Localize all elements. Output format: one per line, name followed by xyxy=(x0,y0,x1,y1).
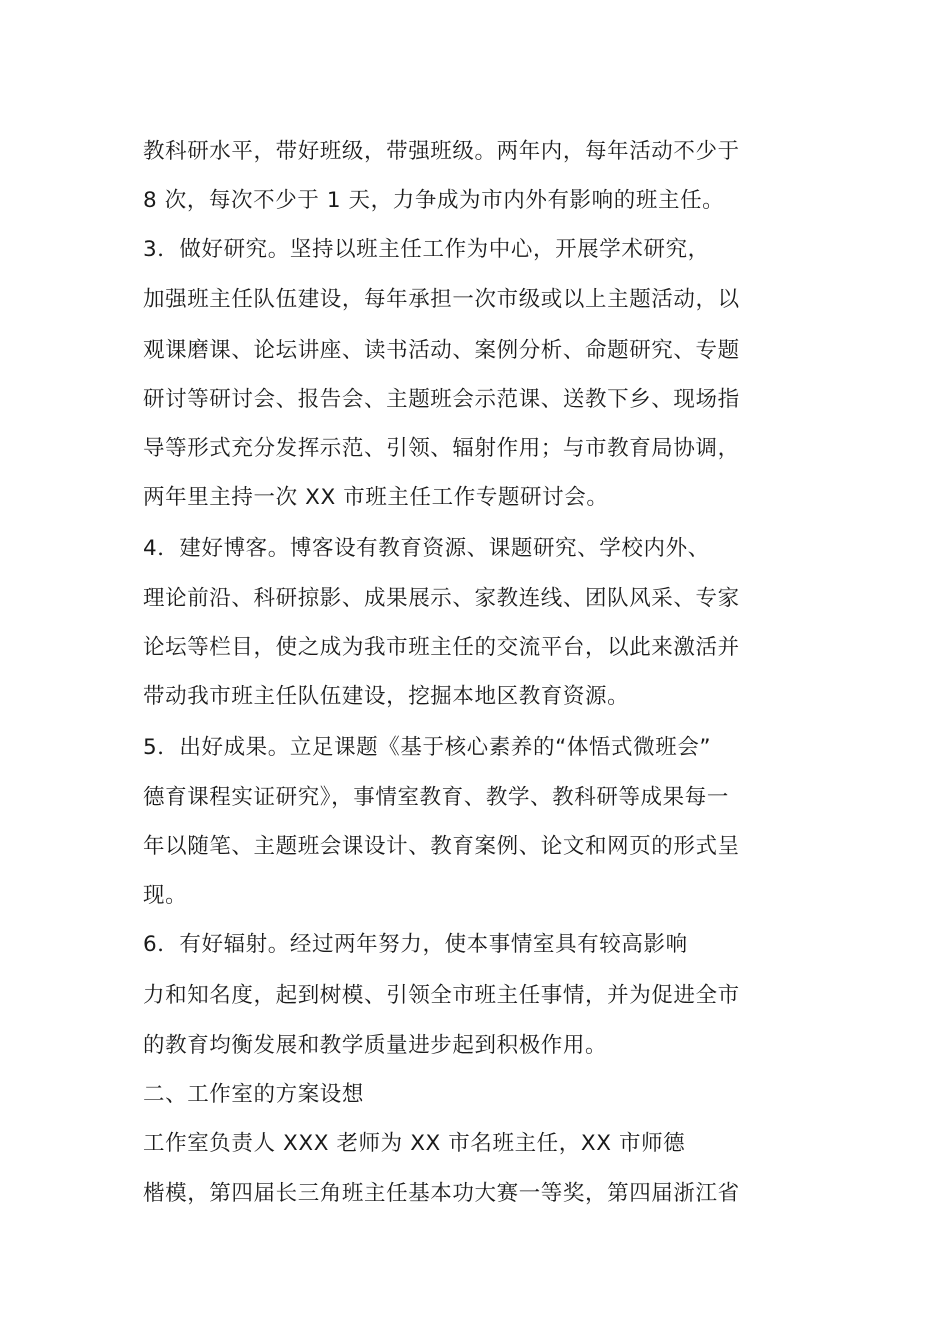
text-line: 论坛等栏目，使之成为我市班主任的交流平台，以此来激活并 xyxy=(143,635,740,660)
text-line: 两年里主持一次 XX 市班主任工作专题研讨会。 xyxy=(143,485,609,510)
text-line: 研讨等研讨会、报告会、主题班会示范课、送教下乡、现场指 xyxy=(143,387,740,412)
text-line: 观课磨课、论坛讲座、读书活动、案例分析、命题研究、专题 xyxy=(143,338,740,363)
text-line: 楷模，第四届长三角班主任基本功大赛一等奖，第四届浙江省 xyxy=(143,1181,740,1206)
text-line: 3．做好研究。坚持以班主任工作为中心，开展学术研究， xyxy=(143,237,710,262)
text-line: 年以随笔、主题班会课设计、教育案例、论文和网页的形式呈 xyxy=(143,834,740,859)
text-line: 带动我市班主任队伍建设，挖掘本地区教育资源。 xyxy=(143,684,630,709)
text-line: 力和知名度，起到树模、引领全市班主任事情，并为促进全市 xyxy=(143,983,740,1008)
text-line: 现。 xyxy=(143,883,188,908)
text-line: 4．建好博客。博客设有教育资源、课题研究、学校内外、 xyxy=(143,536,710,561)
section-heading: 二、工作室的方案设想 xyxy=(143,1082,365,1107)
text-line: 加强班主任队伍建设，每年承担一次市级或以上主题活动，以 xyxy=(143,287,740,312)
text-line: 工作室负责人 XXX 老师为 XX 市名班主任，XX 市师德 xyxy=(143,1131,686,1156)
text-line: 理论前沿、科研掠影、成果展示、家教连线、团队风采、专家 xyxy=(143,586,740,611)
text-line: 导等形式充分发挥示范、引领、辐射作用；与市教育局协调， xyxy=(143,436,740,461)
text-line: 8 次，每次不少于 1 天，力争成为市内外有影响的班主任。 xyxy=(143,188,725,213)
text-line: 的教育均衡发展和教学质量进步起到积极作用。 xyxy=(143,1033,608,1058)
text-line: 教科研水平，带好班级，带强班级。两年内，每年活动不少于 xyxy=(143,139,740,164)
text-line: 5．出好成果。立足课题《基于核心素养的“体悟式微班会” xyxy=(143,735,712,760)
text-line: 德育课程实证研究》，事情室教育、教学、教科研等成果每一 xyxy=(143,785,729,810)
text-line: 6．有好辐射。经过两年努力，使本事情室具有较高影响 xyxy=(143,932,688,957)
